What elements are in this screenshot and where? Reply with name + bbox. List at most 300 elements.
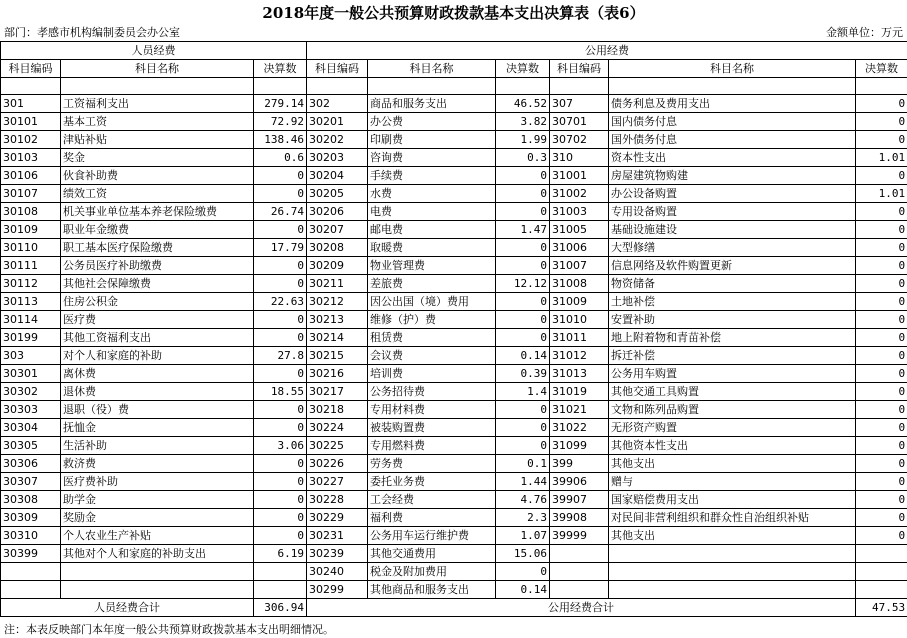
cell-code: 30231	[307, 527, 368, 545]
cell-code: 30226	[307, 455, 368, 473]
cell-code: 30702	[550, 131, 609, 149]
cell-name: 拆迁补偿	[609, 347, 856, 365]
table-row	[1, 131, 907, 149]
cell-name: 维修（护）费	[368, 311, 496, 329]
cell-amount: 26.74	[254, 203, 307, 221]
report-title: 2018年度一般公共预算财政拨款基本支出决算表（表6）	[262, 4, 645, 22]
cell-amount: 0.14	[496, 347, 550, 365]
group-public: 公用经费	[307, 42, 907, 60]
cell-amount: 0	[254, 419, 307, 437]
cell-amount: 0	[254, 257, 307, 275]
cell-code	[1, 563, 61, 581]
cell-code: 30199	[1, 329, 61, 347]
cell-code: 30239	[307, 545, 368, 563]
cell-name: 差旅费	[368, 275, 496, 293]
cell-code: 31006	[550, 239, 609, 257]
cell-name: 大型修缮	[609, 239, 856, 257]
cell-name: 职工基本医疗保险缴费	[61, 239, 254, 257]
cell-code: 31099	[550, 437, 609, 455]
cell-code: 30206	[307, 203, 368, 221]
table-row	[1, 113, 907, 131]
cell-amount: 3.82	[496, 113, 550, 131]
cell-name: 手续费	[368, 167, 496, 185]
cell-code: 31011	[550, 329, 609, 347]
cell-name	[609, 563, 856, 581]
table-row	[1, 473, 907, 491]
cell-code: 31002	[550, 185, 609, 203]
cell-amount: 0	[254, 473, 307, 491]
cell-name: 其他交通费用	[368, 545, 496, 563]
cell-code: 30216	[307, 365, 368, 383]
table-row	[1, 401, 907, 419]
cell-code: 30111	[1, 257, 61, 275]
table-row	[1, 275, 907, 293]
cell-name: 无形资产购置	[609, 419, 856, 437]
cell-amount: 0	[496, 563, 550, 581]
cell-amount: 0	[856, 419, 907, 437]
personnel-total-label: 人员经费合计	[1, 599, 254, 617]
cell-name: 国内债务付息	[609, 113, 856, 131]
table-row	[1, 545, 907, 563]
cell-name: 专用材料费	[368, 401, 496, 419]
cell-amount: 0	[856, 347, 907, 365]
cell-amount: 0	[254, 401, 307, 419]
table-row	[1, 329, 907, 347]
cell-name: 水费	[368, 185, 496, 203]
table-row	[1, 383, 907, 401]
cell-code: 31013	[550, 365, 609, 383]
cell-amount: 0	[856, 221, 907, 239]
totals-row	[1, 599, 907, 617]
cell-code: 30201	[307, 113, 368, 131]
cell-name: 个人农业生产补贴	[61, 527, 254, 545]
cell-amount: 0	[254, 311, 307, 329]
cell-amount: 0	[496, 419, 550, 437]
cell-name: 地上附着物和青苗补偿	[609, 329, 856, 347]
public-total-label: 公用经费合计	[307, 599, 856, 617]
cell-amount	[254, 581, 307, 599]
cell-name: 其他商品和服务支出	[368, 581, 496, 599]
blank-row	[1, 78, 907, 95]
cell-code: 30306	[1, 455, 61, 473]
cell-amount	[856, 545, 907, 563]
cell-amount: 0	[856, 293, 907, 311]
cell-code: 30202	[307, 131, 368, 149]
cell-amount: 0	[856, 491, 907, 509]
cell-code: 30308	[1, 491, 61, 509]
cell-name: 其他支出	[609, 455, 856, 473]
cell-name: 物资储备	[609, 275, 856, 293]
cell-code: 30212	[307, 293, 368, 311]
cell-code: 39907	[550, 491, 609, 509]
cell-name: 培训费	[368, 365, 496, 383]
cell-amount	[254, 563, 307, 581]
cell-name: 咨询费	[368, 149, 496, 167]
cell-code: 30309	[1, 509, 61, 527]
cell-name: 公务用车运行维护费	[368, 527, 496, 545]
cell-name: 国外债务付息	[609, 131, 856, 149]
cell-amount: 0	[856, 437, 907, 455]
cell-amount: 0	[856, 95, 907, 113]
cell-name: 伙食补助费	[61, 167, 254, 185]
cell-amount: 0	[254, 329, 307, 347]
cell-name: 租赁费	[368, 329, 496, 347]
cell-code: 31009	[550, 293, 609, 311]
cell-amount: 22.63	[254, 293, 307, 311]
cell-code: 399	[550, 455, 609, 473]
cell-name: 办公费	[368, 113, 496, 131]
cell-amount: 1.99	[496, 131, 550, 149]
cell-code: 30110	[1, 239, 61, 257]
cell-code: 30310	[1, 527, 61, 545]
cell-amount: 0.1	[496, 455, 550, 473]
cell-code: 30303	[1, 401, 61, 419]
table-row	[1, 347, 907, 365]
cell-code: 31021	[550, 401, 609, 419]
cell-name: 救济费	[61, 455, 254, 473]
cell-amount: 4.76	[496, 491, 550, 509]
cell-code: 30114	[1, 311, 61, 329]
header-amount: 决算数	[254, 60, 307, 78]
cell-name	[61, 581, 254, 599]
cell-code: 39906	[550, 473, 609, 491]
department-label: 部门：孝感市机构编制委员会办公室	[4, 26, 180, 39]
cell-name: 奖励金	[61, 509, 254, 527]
cell-name: 其他工资福利支出	[61, 329, 254, 347]
cell-name: 其他支出	[609, 527, 856, 545]
header-code: 科目编码	[307, 60, 368, 78]
cell-code: 30301	[1, 365, 61, 383]
cell-code: 31003	[550, 203, 609, 221]
cell-code: 310	[550, 149, 609, 167]
cell-name: 安置补助	[609, 311, 856, 329]
cell-code: 301	[1, 95, 61, 113]
cell-amount: 0	[856, 365, 907, 383]
cell-amount: 46.52	[496, 95, 550, 113]
cell-code: 30109	[1, 221, 61, 239]
cell-amount: 0	[496, 293, 550, 311]
cell-name: 邮电费	[368, 221, 496, 239]
cell-code: 30103	[1, 149, 61, 167]
cell-code: 39908	[550, 509, 609, 527]
cell-amount: 279.14	[254, 95, 307, 113]
cell-amount: 0.6	[254, 149, 307, 167]
cell-name: 福利费	[368, 509, 496, 527]
table-row	[1, 257, 907, 275]
cell-name: 劳务费	[368, 455, 496, 473]
cell-amount: 138.46	[254, 131, 307, 149]
cell-name: 基础设施建设	[609, 221, 856, 239]
group-personnel: 人员经费	[1, 42, 307, 60]
cell-amount: 0	[254, 167, 307, 185]
cell-name: 绩效工资	[61, 185, 254, 203]
cell-amount: 15.06	[496, 545, 550, 563]
cell-code	[550, 545, 609, 563]
cell-code: 31005	[550, 221, 609, 239]
cell-code: 30240	[307, 563, 368, 581]
cell-amount: 0	[254, 365, 307, 383]
cell-name: 税金及附加费用	[368, 563, 496, 581]
cell-amount: 0	[496, 401, 550, 419]
cell-code: 30211	[307, 275, 368, 293]
table-row	[1, 491, 907, 509]
cell-name: 办公设备购置	[609, 185, 856, 203]
cell-amount: 0	[856, 167, 907, 185]
cell-code: 30203	[307, 149, 368, 167]
cell-name: 奖金	[61, 149, 254, 167]
cell-amount: 27.8	[254, 347, 307, 365]
table-row	[1, 149, 907, 167]
header-name: 科目名称	[609, 60, 856, 78]
cell-name: 委托业务费	[368, 473, 496, 491]
cell-amount: 3.06	[254, 437, 307, 455]
cell-code: 30302	[1, 383, 61, 401]
table-row	[1, 437, 907, 455]
cell-amount: 0	[254, 221, 307, 239]
unit-label: 金额单位：万元	[826, 26, 903, 39]
cell-name: 被装购置费	[368, 419, 496, 437]
cell-name: 工会经费	[368, 491, 496, 509]
cell-code: 30225	[307, 437, 368, 455]
cell-name: 会议费	[368, 347, 496, 365]
cell-amount	[856, 563, 907, 581]
cell-code: 30107	[1, 185, 61, 203]
cell-amount: 1.44	[496, 473, 550, 491]
cell-code: 30399	[1, 545, 61, 563]
table-row	[1, 563, 907, 581]
cell-code	[550, 581, 609, 599]
footnote: 注：本表反映部门本年度一般公共预算财政拨款基本支出明细情况。	[4, 623, 334, 636]
cell-code: 30213	[307, 311, 368, 329]
cell-name: 电费	[368, 203, 496, 221]
cell-code: 31022	[550, 419, 609, 437]
cell-amount: 0	[856, 509, 907, 527]
cell-code: 30106	[1, 167, 61, 185]
cell-name: 因公出国（境）费用	[368, 293, 496, 311]
header-name: 科目名称	[368, 60, 496, 78]
cell-amount: 0	[856, 473, 907, 491]
cell-code: 30215	[307, 347, 368, 365]
cell-code: 31019	[550, 383, 609, 401]
cell-name: 机关事业单位基本养老保险缴费	[61, 203, 254, 221]
cell-amount: 0	[254, 275, 307, 293]
header-amount: 决算数	[856, 60, 907, 78]
cell-name: 医疗费	[61, 311, 254, 329]
cell-amount: 0	[496, 167, 550, 185]
cell-code: 31008	[550, 275, 609, 293]
cell-code: 30112	[1, 275, 61, 293]
cell-code: 303	[1, 347, 61, 365]
cell-amount: 0	[496, 311, 550, 329]
table-row	[1, 581, 907, 599]
cell-name: 专用燃料费	[368, 437, 496, 455]
cell-name: 专用设备购置	[609, 203, 856, 221]
cell-name: 赠与	[609, 473, 856, 491]
table-row	[1, 311, 907, 329]
table-row	[1, 365, 907, 383]
cell-amount: 0	[254, 185, 307, 203]
group-header-row	[1, 42, 907, 60]
cell-name: 抚恤金	[61, 419, 254, 437]
cell-amount: 0	[856, 275, 907, 293]
cell-amount: 0	[496, 437, 550, 455]
cell-code: 307	[550, 95, 609, 113]
cell-code: 30701	[550, 113, 609, 131]
cell-code: 30227	[307, 473, 368, 491]
cell-code: 30108	[1, 203, 61, 221]
cell-name: 住房公积金	[61, 293, 254, 311]
table-row	[1, 203, 907, 221]
cell-amount: 0	[856, 311, 907, 329]
cell-name: 医疗费补助	[61, 473, 254, 491]
cell-name: 信息网络及软件购置更新	[609, 257, 856, 275]
cell-code: 30101	[1, 113, 61, 131]
cell-amount: 1.07	[496, 527, 550, 545]
cell-code: 30207	[307, 221, 368, 239]
cell-name	[61, 563, 254, 581]
cell-amount: 0	[254, 455, 307, 473]
expenditure-table	[0, 41, 907, 617]
cell-amount: 72.92	[254, 113, 307, 131]
public-total-value: 47.53	[856, 599, 907, 617]
cell-amount: 0	[856, 527, 907, 545]
cell-amount: 0.3	[496, 149, 550, 167]
cell-code: 30209	[307, 257, 368, 275]
cell-name: 基本工资	[61, 113, 254, 131]
cell-code: 39999	[550, 527, 609, 545]
cell-amount: 0.14	[496, 581, 550, 599]
cell-amount: 18.55	[254, 383, 307, 401]
header-code: 科目编码	[1, 60, 61, 78]
cell-amount: 0	[856, 257, 907, 275]
cell-amount: 0	[254, 491, 307, 509]
cell-code: 30304	[1, 419, 61, 437]
table-row	[1, 239, 907, 257]
cell-code: 31007	[550, 257, 609, 275]
cell-name: 职业年金缴费	[61, 221, 254, 239]
cell-code: 30229	[307, 509, 368, 527]
table-row	[1, 185, 907, 203]
column-header-row	[1, 60, 907, 78]
cell-amount: 0.39	[496, 365, 550, 383]
cell-code: 302	[307, 95, 368, 113]
table-row	[1, 95, 907, 113]
cell-amount: 0	[496, 257, 550, 275]
cell-amount: 0	[254, 509, 307, 527]
cell-code: 30224	[307, 419, 368, 437]
cell-name: 公务员医疗补助缴费	[61, 257, 254, 275]
cell-code: 31001	[550, 167, 609, 185]
cell-amount: 0	[856, 239, 907, 257]
cell-code: 30299	[307, 581, 368, 599]
cell-amount: 0	[254, 527, 307, 545]
cell-code: 30208	[307, 239, 368, 257]
cell-amount: 1.47	[496, 221, 550, 239]
cell-name: 取暖费	[368, 239, 496, 257]
cell-code: 31010	[550, 311, 609, 329]
cell-amount: 12.12	[496, 275, 550, 293]
cell-name: 生活补助	[61, 437, 254, 455]
cell-code: 30205	[307, 185, 368, 203]
header-code: 科目编码	[550, 60, 609, 78]
cell-amount: 6.19	[254, 545, 307, 563]
cell-name: 津贴补贴	[61, 131, 254, 149]
cell-code: 30218	[307, 401, 368, 419]
table-row	[1, 455, 907, 473]
table-row	[1, 167, 907, 185]
cell-amount: 0	[856, 383, 907, 401]
cell-name: 债务利息及费用支出	[609, 95, 856, 113]
cell-code: 30204	[307, 167, 368, 185]
cell-code: 31012	[550, 347, 609, 365]
cell-amount: 1.4	[496, 383, 550, 401]
cell-code: 30307	[1, 473, 61, 491]
cell-name: 印刷费	[368, 131, 496, 149]
cell-amount: 17.79	[254, 239, 307, 257]
cell-code: 30305	[1, 437, 61, 455]
header-amount: 决算数	[496, 60, 550, 78]
table-row	[1, 221, 907, 239]
cell-name: 离休费	[61, 365, 254, 383]
cell-name: 物业管理费	[368, 257, 496, 275]
cell-name: 商品和服务支出	[368, 95, 496, 113]
cell-amount: 0	[856, 329, 907, 347]
header-name: 科目名称	[61, 60, 254, 78]
cell-name: 助学金	[61, 491, 254, 509]
table-row	[1, 293, 907, 311]
cell-name: 公务招待费	[368, 383, 496, 401]
cell-name	[609, 545, 856, 563]
cell-name: 其他社会保障缴费	[61, 275, 254, 293]
cell-code: 30102	[1, 131, 61, 149]
cell-name: 其他对个人和家庭的补助支出	[61, 545, 254, 563]
cell-name: 其他交通工具购置	[609, 383, 856, 401]
cell-name: 退职（役）费	[61, 401, 254, 419]
cell-amount: 0	[856, 131, 907, 149]
cell-name: 资本性支出	[609, 149, 856, 167]
cell-name: 对民间非营利组织和群众性自治组织补贴	[609, 509, 856, 527]
cell-amount: 1.01	[856, 185, 907, 203]
cell-amount: 2.3	[496, 509, 550, 527]
cell-code: 30214	[307, 329, 368, 347]
cell-code	[550, 563, 609, 581]
cell-amount: 0	[856, 113, 907, 131]
cell-name: 土地补偿	[609, 293, 856, 311]
cell-name: 文物和陈列品购置	[609, 401, 856, 419]
cell-amount: 0	[496, 203, 550, 221]
cell-amount: 0	[496, 185, 550, 203]
cell-amount: 0	[496, 239, 550, 257]
table-row	[1, 509, 907, 527]
cell-code: 30113	[1, 293, 61, 311]
cell-name: 工资福利支出	[61, 95, 254, 113]
cell-amount: 0	[496, 329, 550, 347]
cell-amount	[856, 581, 907, 599]
cell-name: 国家赔偿费用支出	[609, 491, 856, 509]
cell-amount: 1.01	[856, 149, 907, 167]
cell-code	[1, 581, 61, 599]
cell-code: 30228	[307, 491, 368, 509]
cell-amount: 0	[856, 401, 907, 419]
cell-code: 30217	[307, 383, 368, 401]
table-row	[1, 419, 907, 437]
cell-name: 对个人和家庭的补助	[61, 347, 254, 365]
cell-name: 房屋建筑物购建	[609, 167, 856, 185]
cell-amount: 0	[856, 203, 907, 221]
cell-name: 退休费	[61, 383, 254, 401]
personnel-total-value: 306.94	[254, 599, 307, 617]
cell-name: 其他资本性支出	[609, 437, 856, 455]
